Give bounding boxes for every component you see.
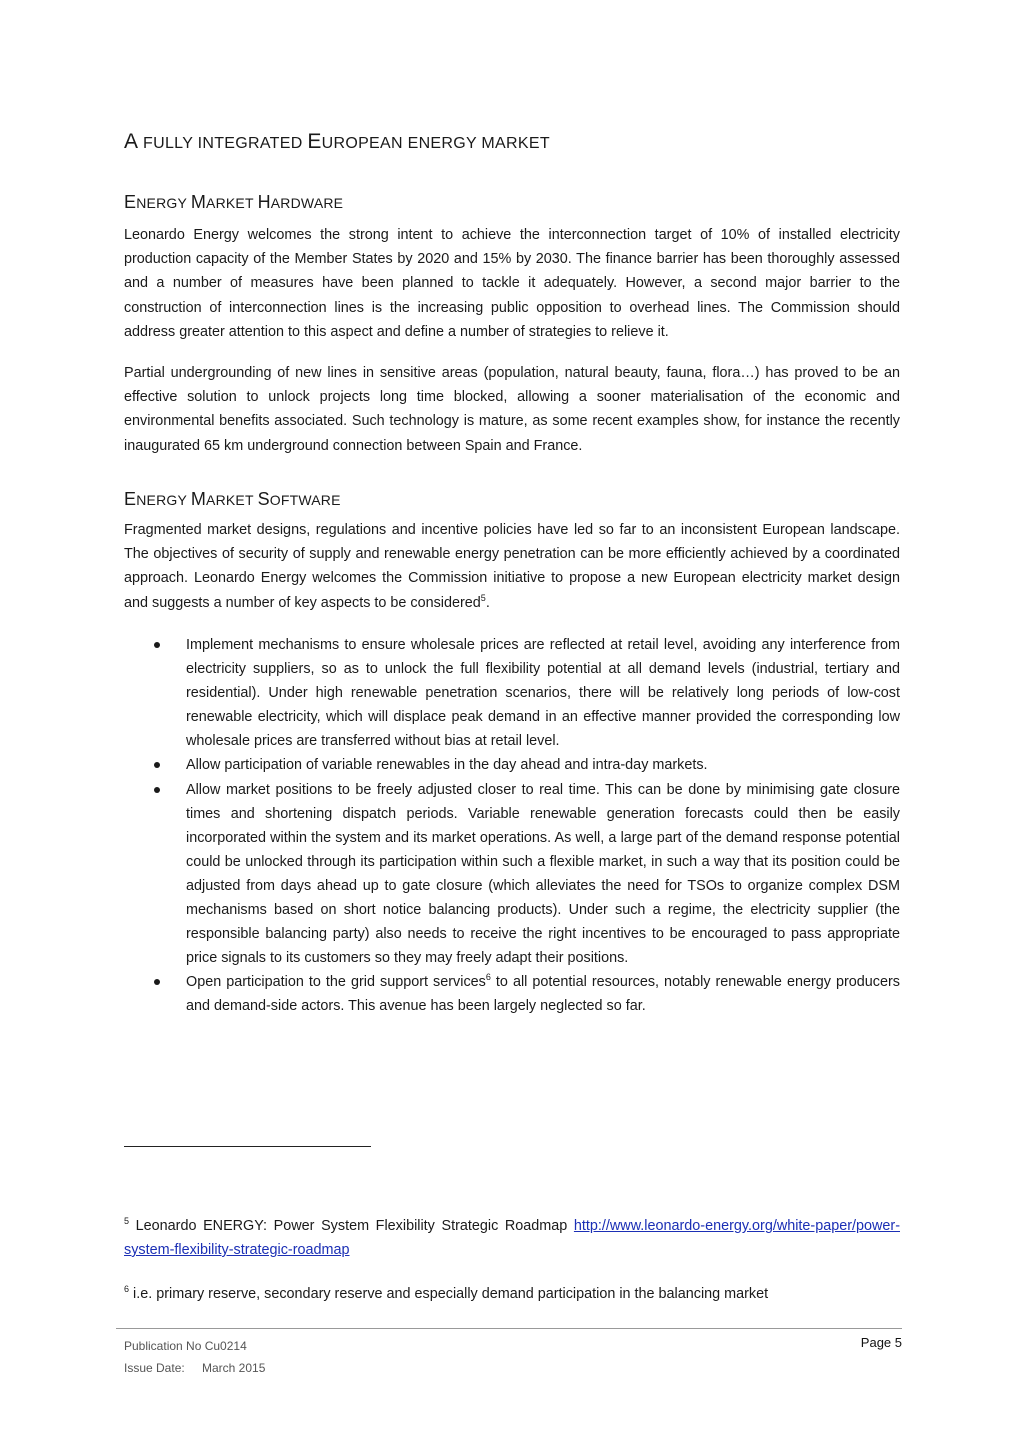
footnote-5: $^5$ Leonardo ENERGY: Power System Flexibility Strategic Roadmap http://www.leonardo-energy.org/white-paper/power-system-flexibility-strategic-roadmap [124, 1216, 900, 1258]
roadmap-link[interactable]: http://www.leonardo-energy.org/white-paper/power-system-flexibility-strategic-roadmap [124, 1218, 900, 1258]
bullet-icon [154, 787, 160, 793]
key-aspects-list [124, 633, 900, 1019]
list-item: Allow market positions to be freely adjusted closer to real time. This can be done by minimising gate closure times and shortening dispatch periods. Variable renewable generation forecasts could then be easily incorporated within the system and its market operations. As well, a large part of the demand response potential could be unlocked through its participation within such a flexible market, in such a way that its position could be adjusted from days ahead up to gate closure (which alleviates the need for TSOs to organize complex DSM mechanisms based on short notice balancing products). Under such a regime, the electricity supplier (the responsible balancing party) also needs to receive the right incentives to be encouraged to pass appropriate price signals to its customers so they may freely adapt their positions. [124, 778, 900, 971]
footnote-6: $^6$ i.e. primary reserve, secondary reserve and especially demand participation in the balancing market [124, 1284, 769, 1302]
footnote-divider [124, 1146, 371, 1147]
paragraph-market-design: Fragmented market designs, regulations and incentive policies have led so far to an inconsistent European landscape. The objectives of security of supply and renewable energy penetration can be more efficiently achieved by a coordinated approach. Leonardo Energy welcomes the Commission initiative to propose a new European electricity market design and suggests a number of key aspects to be considered$^5$. [124, 522, 900, 611]
footer-publication-info [124, 1335, 265, 1379]
list-item: Allow participation of variable renewables in the day ahead and intra-day markets. [124, 753, 900, 777]
section-heading-software: ENERGY MARKET SOFTWARE [124, 489, 341, 509]
bullet-icon [154, 642, 160, 648]
footer-divider [116, 1328, 902, 1329]
page-number: Page 5 [860, 1335, 902, 1350]
list-item: Implement mechanisms to ensure wholesale prices are reflected at retail level, avoiding any interference from electricity suppliers, so as to unlock the full flexibility potential at all demand levels (industrial, tertiary and residential). Under high renewable penetration scenarios, there will be relatively long periods of low-cost renewable electricity, which will displace peak demand in an effective manner provided the corresponding low wholesale prices are transferred without bias at retail level. [124, 633, 900, 753]
footnote-ref-5[interactable]: 5 [480, 592, 486, 603]
footnote-ref-6[interactable]: 6 [485, 972, 491, 983]
paragraph-undergrounding: Partial undergrounding of new lines in sensitive areas (population, natural beauty, fauna, flora…) has proved to be an effective solution to unlock projects long time blocked, allowing a sooner materialisation of the economic and environmental benefits associated. Such technology is mature, as some recent examples show, for instance the recently inaugurated 65 km underground connection between Spain and France. [124, 365, 900, 454]
page-heading: A FULLY INTEGRATED EUROPEAN ENERGY MARKET [124, 130, 550, 153]
list-item: Open participation to the grid support services$^6$ to all potential resources, notably renewable energy producers and demand-side actors. This avenue has been largely neglected so far. [124, 970, 900, 1018]
publication-number: Publication No Cu0214 [124, 1339, 247, 1353]
bullet-icon [154, 979, 160, 985]
paragraph-interconnection: Leonardo Energy welcomes the strong intent to achieve the interconnection target of 10% of installed electricity production capacity of the Member States by 2020 and 15% by 2030. The finance barrier has been thoroughly assessed and a number of measures have been planned to tackle it adequately. However, a second major barrier to the construction of interconnection lines is the increasing public opposition to overhead lines. The Commission should address greater attention to this aspect and define a number of strategies to relieve it. [124, 227, 900, 340]
bullet-icon [154, 762, 160, 768]
issue-date-label: Issue Date: [124, 1361, 185, 1375]
section-heading-hardware: ENERGY MARKET HARDWARE [124, 192, 344, 212]
issue-date: March 2015 [202, 1361, 266, 1375]
